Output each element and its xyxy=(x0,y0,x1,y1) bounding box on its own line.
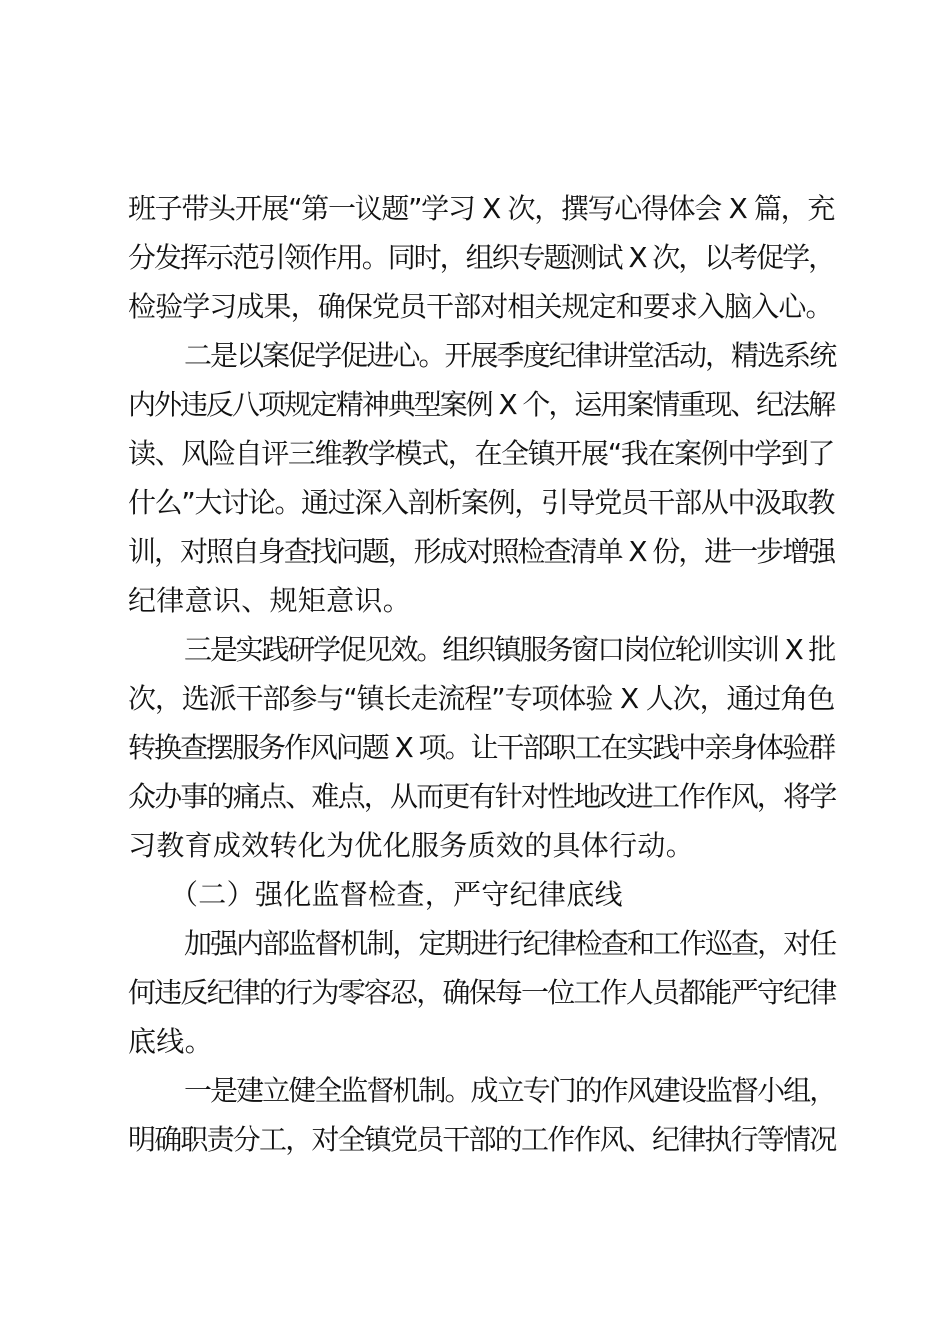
text-line: 何违反纪律的行为零容忍，确保每一位工作人员都能严守纪律 xyxy=(128,976,836,1009)
text-line: 检验学习成果，确保党员干部对相关规定和要求入脑入心。 xyxy=(128,290,833,323)
text-line: 班子带头开展“第一议题”学习 X 次，撰写心得体会 X 篇，充 xyxy=(128,192,834,225)
text-line: 内外违反八项规定精神典型案例 X 个，运用案情重现、纪法解 xyxy=(128,388,834,421)
text-line: 一是建立健全监督机制。成立专门的作风建设监督小组， xyxy=(184,1074,836,1107)
body-text xyxy=(128,184,834,1164)
text-line: 加强内部监督机制，定期进行纪律检查和工作巡查，对任 xyxy=(184,927,836,960)
text-line: 次，选派干部参与“镇长走流程”专项体验 X 人次，通过角色 xyxy=(128,682,834,715)
text-line: 众办事的痛点、难点，从而更有针对性地改进工作作风，将学 xyxy=(128,780,836,813)
text-line: 什么”大讨论。通过深入剖析案例，引导党员干部从中汲取教 xyxy=(128,486,835,519)
text-line: 训，对照自身查找问题，形成对照检查清单 X 份，进一步增强 xyxy=(128,535,834,568)
text-line: 转换查摆服务作风问题 X 项。让干部职工在实践中亲身体验群 xyxy=(128,731,834,764)
section-heading: （二）强化监督检查，严守纪律底线 xyxy=(170,878,623,911)
text-line: 习教育成效转化为优化服务质效的具体行动。 xyxy=(128,829,695,862)
text-line: 纪律意识、规矩意识。 xyxy=(128,584,412,617)
text-line: 明确职责分工，对全镇党员干部的工作作风、纪律执行等情况 xyxy=(128,1123,836,1156)
text-line: 读、风险自评三维教学模式，在全镇开展“我在案例中学到了 xyxy=(128,437,835,470)
text-line: 底线。 xyxy=(128,1025,213,1058)
text-line: 三是实践研学促见效。组织镇服务窗口岗位轮训实训 X 批 xyxy=(184,633,834,666)
text-line: 二是以案促学促进心。开展季度纪律讲堂活动，精选系统 xyxy=(184,339,836,372)
text-line: 分发挥示范引领作用。同时，组织专题测试 X 次，以考促学， xyxy=(128,241,834,274)
